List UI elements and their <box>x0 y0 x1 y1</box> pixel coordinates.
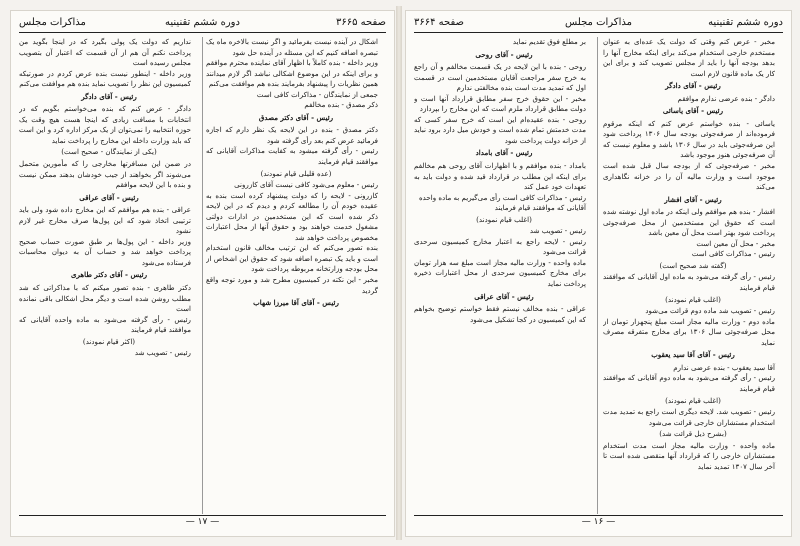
column-divider <box>202 37 203 514</box>
paragraph: رئیس - آقای دادگر <box>665 81 721 91</box>
paragraph: رئیس - رأی گرفته می‌شود به ماده دوم آقایانی که موافقند قیام فرمایند <box>603 373 775 393</box>
header-rule <box>414 32 783 33</box>
paragraph: ماده دوم - وزارت مالیه مجاز است مبلغ پنجهزار تومان از محل صرفه‌جوئی سال ۱۳۰۶ برای مخارج متفرقه مصرف نماید <box>603 316 775 347</box>
header-volume: دوره ششم تقنینیه <box>165 17 240 28</box>
paragraph: رئیس - آقای عراقی <box>474 291 534 301</box>
paragraph: روحی - بنده عقیده‌ام این است که خرج سفر کسی که مدت خدمتش تمام شده است و خودش میل دارد برود نباید از خزانه دولت پرداخت شود <box>414 114 586 145</box>
page-header <box>19 15 386 31</box>
text-column-right <box>603 37 783 514</box>
footer-page-number: — ۱۷ — <box>185 517 220 527</box>
paragraph: جمعی از نمایندگان - مذاکرات کافی است <box>256 89 378 99</box>
paragraph: رئیس - لایحه راجع به اعتبار مخارج کمیسیون سرحدی قرائت می‌شود <box>414 236 586 257</box>
paragraph: رئیس - آقای بامداد <box>475 148 533 158</box>
paragraph: رئیس - آقای افشار <box>664 194 722 204</box>
header-title: مذاکرات مجلس <box>565 17 632 28</box>
paragraph: وزیر داخله - این پول‌ها بر طبق صورت حساب صحیح پرداخت خواهد شد و حساب آن به دیوان محاسبات فرستاده می‌شود <box>19 236 191 267</box>
paragraph: کازرونی - لایحه را که دولت پیشنهاد کرده است بنده به عقیده خودم آن را مطالعه کردم و دیدم که در این لایحه ذکر شده است که این مستخدمین در ادارات دولتی مشغول خدمت خواهند بود و حقوق آنها از محل اعتبارات مخصوص پرداخت خواهد شد <box>206 190 378 242</box>
paragraph: دادگر - عرض کنم که بنده می‌خواستم بگویم که در انتخابات با مسافت زیادی که اینجا هست هیچ وقت یک حوزه انتخابیه را نمی‌توان از یک مرکز اداره کرد و این است که باید وزارت داخله این مخارج را پرداخت نماید <box>19 104 191 145</box>
paragraph: دادگر - بنده عرضی ندارم موافقم <box>677 93 775 103</box>
paragraph: رئیس - تصویب شد. لایحه دیگری است راجع به تمدید مدت استخدام مستشاران خارجی قرائت می‌شود <box>603 407 775 427</box>
paragraph: رئیس - تصویب شد <box>134 348 191 358</box>
text-column-left <box>19 37 199 514</box>
paragraph: رئیس - آقای عراقی <box>79 192 139 202</box>
paragraph: (بشرح ذیل قرائت شد) <box>659 429 727 439</box>
header-page-number: صفحه ۳۶۶۵ <box>335 17 386 28</box>
paragraph: رئیس - تصویب شد ماده دوم قرائت می‌شود <box>645 306 775 316</box>
header-title: مذاکرات مجلس <box>19 17 86 28</box>
column-divider <box>597 37 598 514</box>
paragraph: رئیس - رأی گرفته میشود به کفایت مذاکرات آقایانی که موافقند قیام فرمایند <box>206 146 378 167</box>
footer-page-number: — ۱۶ — <box>581 517 616 527</box>
paragraph: مخبر - محل آن معین است <box>696 238 775 248</box>
paragraph: رئیس - آقای آقا سید یعقوب <box>651 350 735 360</box>
page-footer <box>414 515 783 530</box>
paragraph: در ضمن این مسافرتها مخارجی را که مأمورین متحمل می‌شوند اگر بخواهند از جیب خودشان بدهند ممکن نیست و بنده با این لایحه موافقم <box>19 159 191 190</box>
paragraph: ماده واحده - وزارت مالیه مجاز است مبلغ سه هزار تومان برای مخارج کمیسیون سرحدی از محل اعتبارات ذخیره پرداخت نماید <box>414 257 586 289</box>
paragraph: (اکثر قیام نمودند) <box>82 336 136 346</box>
paragraph: (اغلب قیام نمودند) <box>665 395 721 405</box>
paragraph: دکتر مصدق - بنده در این لایحه یک نظر دارم که اجازه فرمائید عرض کنم بعد رأی گرفته شود <box>206 125 378 145</box>
right-page <box>405 10 792 537</box>
paragraph: رئیس - مذاکرات کافی است <box>691 249 775 259</box>
header-page-number: صفحه ۳۶۶۴ <box>414 17 465 28</box>
paragraph: بر مطلع فوق تقدیم نماید <box>512 37 586 46</box>
left-page <box>10 10 395 537</box>
paragraph: دکتر طاهری - بنده تصور میکنم که با مذاکراتی که شد مطلب روشن شده است و دیگر محل اشکالی باقی نمانده است <box>19 283 191 314</box>
paragraph: روحی - بنده با این لایحه در یک قسمت مخالفم و آن راجع به خرج سفر مراجعت آقایان مستخدمین است در قسمت اول که تمدید مدت است بنده مخالفتی ندارم <box>414 62 586 93</box>
paragraph: رئیس - تصویب شد <box>529 226 586 236</box>
paragraph: یاسائی - بنده خواستم عرض کنم که اینکه مرقوم فرموده‌اند از صرفه‌جوئی بودجه سال ۱۳۰۶ پرداخت شود این صرفه‌جوئی باید در سال ۱۳۰۶ باشد و معلوم نیست که آن صرفه‌جوئی هنوز موجود باشد <box>603 118 775 160</box>
paragraph: مخبر - عرض کنم وقتی که دولت یک عده‌ای به عنوان مستخدم خارجی استخدام می‌کند برای اینکه مخارج آنها را بدهد بودجه آنها را باید از مجلس تصویب کند و برای این کار یک ماده قانون لازم است <box>603 37 775 78</box>
paragraph: (یکی از نمایندگان - صحیح است) <box>61 147 157 157</box>
paragraph: بنده تصور می‌کنم که این ترتیب مخالف قانون استخدام است و باید یک تبصره اضافه شود که حقوق این اشخاص از محل بودجه وزارتخانه مربوطه پرداخت شود <box>206 243 378 274</box>
paragraph: رئیس - آقای آقا میرزا شهاب <box>253 298 339 308</box>
paragraph: نداریم که دولت یک پولی بگیرد که در اینجا بگوید من پرداخت نکنم آن هم از آن قسمت که اعتبار آن بتصویب مجلس رسیده است <box>19 37 191 68</box>
paragraph: وزیر داخله - بنده کاملاً با اظهار آقای نماینده محترم موافقم و برای اینکه در این موضوع اشکالی نباشد اگر لازم میدانند همین نظریات را پیشنهاد بفرمایند بنده هم موافقت می‌کنم <box>206 58 378 89</box>
paragraph: ذکر مصدق - بنده مخالفم <box>304 100 378 110</box>
paragraph: مخبر - این حقوق خرج سفر مطابق قرارداد آنها است و دولت مطابق قرارداد ملزم است که این مخارج را بپردازد <box>414 93 586 114</box>
header-volume: دوره ششم تقنینیه <box>708 17 783 28</box>
paragraph: رئیس - معلوم می‌شود کافی نیست آقای کازرونی <box>234 180 378 190</box>
paragraph: رئیس - رأی گرفته می‌شود به ماده واحده آقایانی که موافقند قیام فرمایند <box>19 314 191 335</box>
paragraph: ماده واحده - وزارت مالیه مجاز است مدت استخدام مستشاران خارجی را که قرارداد آنها منقضی شده است تا آخر سال ۱۳۰۷ تمدید نماید <box>603 440 775 471</box>
text-column-right <box>206 37 386 514</box>
page-header <box>414 15 783 31</box>
paragraph: آقا سید یعقوب - بنده عرضی ندارم <box>673 362 775 372</box>
paragraph: وزیر داخله - اینطور نیست بنده عرض کردم در صورتیکه کمیسیون این نظر را تصویب نماید بنده هم موافقت می‌کنم <box>19 68 191 89</box>
paragraph: رئیس - آقای یاسائی <box>662 106 724 116</box>
paragraph: عراقی - بنده هم موافقم که این مخارج داده شود ولی باید ترتیبی اتخاذ شود که این پول‌ها صرف مخارج غیر لازم نشود <box>19 205 191 236</box>
paragraph: رئیس - آقای دادگر <box>81 91 137 101</box>
paragraph: رئیس - آقای دکتر طاهری <box>70 270 148 280</box>
page-footer <box>19 515 386 530</box>
paragraph: (اغلب قیام نمودند) <box>476 214 532 224</box>
paragraph: (گفته شد صحیح است) <box>659 260 727 270</box>
paragraph: رئیس - آقای دکتر مصدق <box>258 112 334 122</box>
paragraph: بامداد - بنده موافقم و با اظهارات آقای روحی هم مخالفم برای اینکه این مطلب در قرارداد قید شده و دولت باید به تعهدات خود عمل کند <box>414 161 586 192</box>
paragraph: عراقی - بنده مخالف نیستم فقط خواستم توضیح بخواهم که این کمیسیون در کجا تشکیل می‌شود <box>414 304 586 324</box>
paragraph: (عده قلیلی قیام نمودند) <box>260 168 332 178</box>
header-rule <box>19 32 386 33</box>
paragraph: مخبر - صرفه‌جوئی که از بودجه سال قبل شده است موجود است و وزارت مالیه آن را در خزانه نگاهداری می‌کند <box>603 161 775 192</box>
paragraph: رئیس - مذاکرات کافی است رأی می‌گیریم به ماده واحده <box>418 192 586 202</box>
paragraph: مخبر - این نکته در کمیسیون مطرح شد و مورد توجه واقع گردید <box>206 275 378 295</box>
text-column-left <box>414 37 594 514</box>
paragraph: اشکال در آینده نیست بفرمائید و اگر نیست بالاخره ماه یک تبصره اضافه کنیم که این مسئله در آینده حل شود <box>206 37 378 57</box>
paragraph: افشار - بنده هم موافقم ولی اینکه در ماده اول نوشته شده است که حقوق این مستخدمین از محل صرفه‌جوئی پرداخت شود بهتر است محل آن معین باشد <box>603 207 775 238</box>
book-gutter <box>396 6 402 540</box>
paragraph: آقایانی که موافقند قیام فرمایند <box>494 203 586 213</box>
paragraph: (اغلب قیام نمودند) <box>665 294 721 304</box>
paragraph: رئیس - آقای روحی <box>475 49 533 59</box>
paragraph: رئیس - رأی گرفته می‌شود به ماده اول آقایانی که موافقند قیام فرمایند <box>603 272 775 293</box>
